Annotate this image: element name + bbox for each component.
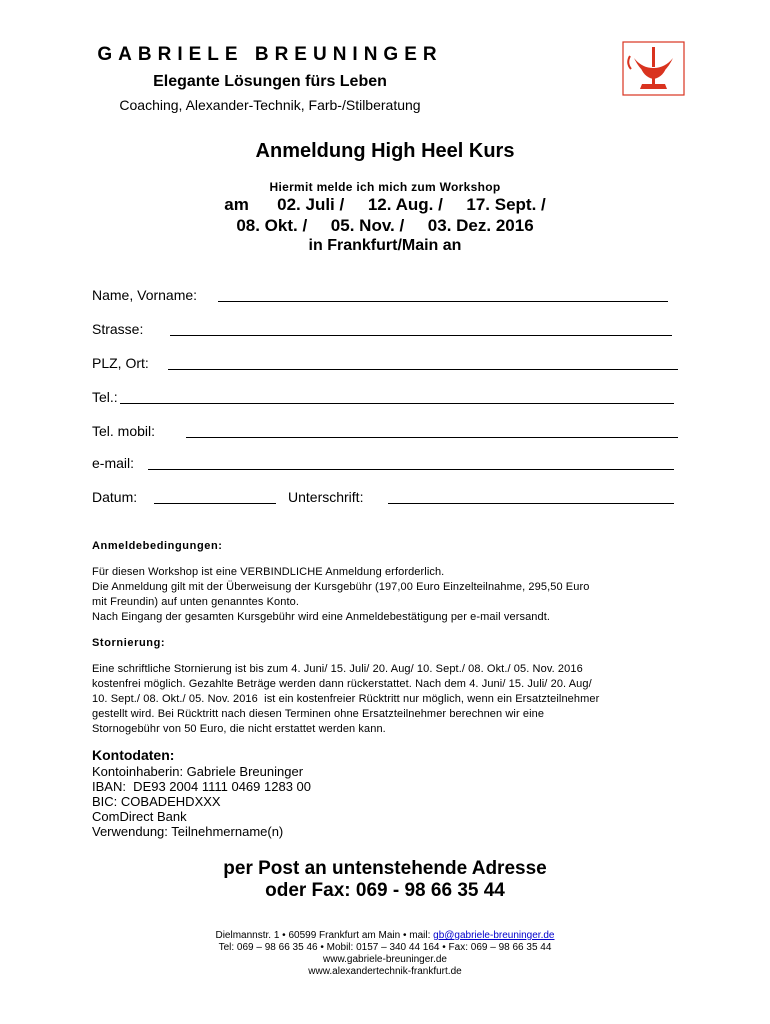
datum-label: Datum: [92, 489, 138, 505]
footer-website-2: www.alexandertechnik-frankfurt.de [308, 966, 462, 977]
send-by-fax: oder Fax: 069 - 98 66 35 44 [265, 880, 505, 901]
tel-line[interactable] [120, 389, 674, 404]
tel-field[interactable] [92, 389, 674, 409]
conditions-heading: Anmeldebedingungen: [92, 540, 223, 552]
name-line[interactable] [218, 287, 668, 302]
strasse-label: Strasse: [92, 321, 144, 337]
footer-website-1: www.gabriele-breuninger.de [323, 954, 447, 965]
cancellation-line: Eine schriftliche Stornierung ist bis zum 4. Juni/ 15. Juli/ 20. Aug/ 10. Sept./ 08. Okt./ 05. Nov. 2016 [92, 663, 583, 675]
tel-label: Tel.: [92, 389, 118, 405]
unterschrift-line[interactable] [388, 489, 674, 504]
conditions-text [92, 565, 692, 625]
intro-text: Hiermit melde ich mich zum Workshop [269, 180, 501, 194]
datum-unterschrift-row [92, 489, 678, 509]
brand-tagline: Elegante Lösungen fürs Leben [153, 73, 387, 90]
plz-ort-line[interactable] [168, 355, 678, 370]
footer [0, 930, 770, 978]
email-field[interactable] [92, 455, 674, 475]
footer-phones: Tel: 069 – 98 66 35 46 • Mobil: 0157 – 340 44 164 • Fax: 069 – 98 66 35 44 [218, 942, 552, 953]
conditions-line: Nach Eingang der gesamten Kursgebühr wird eine Anmeldebestätigung per e-mail versandt. [92, 611, 551, 623]
plz-ort-field[interactable] [92, 355, 678, 375]
workshop-location: in Frankfurt/Main an [308, 237, 462, 254]
bank-iban: IBAN: DE93 2004 1111 0469 1283 00 [92, 779, 312, 794]
name-label: Name, Vorname: [92, 287, 198, 303]
brand-services: Coaching, Alexander-Technik, Farb-/Stilberatung [119, 97, 421, 113]
cancellation-line: 10. Sept./ 08. Okt./ 05. Nov. 2016 ist ein kostenfreier Rücktritt nur möglich, wenn ein Ersatzteilnehmer [92, 693, 600, 705]
strasse-field[interactable] [92, 321, 672, 341]
bank-bic: BIC: COBADEHDXXX [92, 794, 221, 809]
footer-address-line [0, 930, 770, 942]
conditions-line: Für diesen Workshop ist eine VERBINDLICHE Anmeldung erforderlich. [92, 566, 445, 578]
conditions-line: mit Freundin) auf unten genanntes Konto. [92, 596, 300, 608]
bank-name: ComDirect Bank [92, 809, 187, 824]
tel-mobil-label: Tel. mobil: [92, 423, 156, 439]
cancellation-text [92, 662, 692, 737]
brand-name: GABRIELE BREUNINGER [97, 44, 443, 65]
send-by-post: per Post an untenstehende Adresse [223, 858, 547, 879]
form-title: Anmeldung High Heel Kurs [255, 140, 515, 162]
tel-mobil-field[interactable] [92, 423, 678, 443]
plz-ort-label: PLZ, Ort: [92, 355, 149, 371]
strasse-line[interactable] [170, 321, 672, 336]
name-field[interactable] [92, 287, 672, 307]
footer-email-link[interactable]: gb@gabriele-breuninger.de [433, 930, 555, 941]
cancellation-line: kostenfrei möglich. Gezahlte Beträge werden dann rückerstattet. Nach dem 4. Juni/ 15. Juli/ 20. Aug/ [92, 678, 592, 690]
workshop-dates-line-1: am 02. Juli / 12. Aug. / 17. Sept. / [224, 195, 546, 214]
bank-purpose: Verwendung: Teilnehmername(n) [92, 824, 284, 839]
email-label: e-mail: [92, 455, 135, 471]
bank-heading: Kontodaten: [92, 747, 175, 763]
datum-line[interactable] [154, 489, 276, 504]
cancellation-line: gestellt wird. Bei Rücktritt nach diesen Terminen ohne Ersatzteilnehmer berechnen wir eine [92, 708, 545, 720]
bank-details [92, 764, 311, 839]
email-line[interactable] [148, 455, 674, 470]
brand-logo-icon [622, 41, 685, 96]
cancellation-line: Stornogebühr von 50 Euro, die nicht erstattet werden kann. [92, 723, 386, 735]
tel-mobil-line[interactable] [186, 423, 678, 438]
workshop-dates-line-2: 08. Okt. / 05. Nov. / 03. Dez. 2016 [236, 216, 534, 235]
conditions-line: Die Anmeldung gilt mit der Überweisung der Kursgebühr (197,00 Euro Einzelteilnahme, 295,50 Euro [92, 581, 590, 593]
footer-address: Dielmannstr. 1 • 60599 Frankfurt am Main • mail: [215, 930, 434, 941]
bank-owner: Kontoinhaberin: Gabriele Breuninger [92, 764, 304, 779]
cancellation-heading: Stornierung: [92, 637, 166, 649]
unterschrift-label: Unterschrift: [288, 489, 364, 505]
